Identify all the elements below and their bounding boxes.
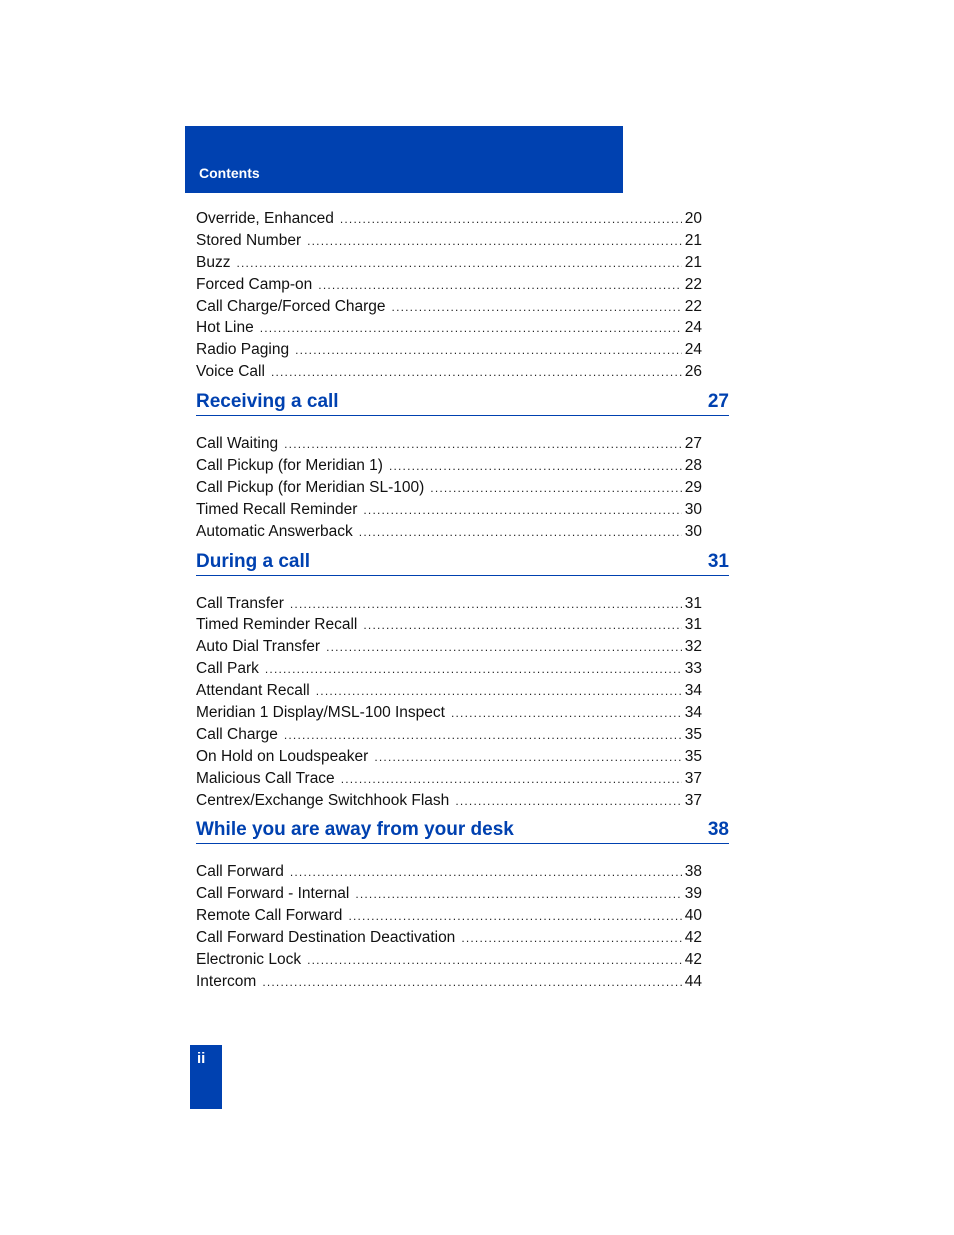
header-bar <box>185 126 623 193</box>
toc-entry-label: Remote Call Forward <box>196 907 343 925</box>
toc-entry-label: Voice Call <box>196 363 265 381</box>
toc-entry-label: Call Park <box>196 660 259 678</box>
dot-leader <box>290 594 682 616</box>
toc-entry[interactable] <box>196 252 702 274</box>
toc-entry[interactable] <box>196 724 702 746</box>
toc-entry[interactable] <box>196 499 702 521</box>
toc-entry-page: 37 <box>684 769 702 787</box>
toc-entry-page: 27 <box>684 435 702 453</box>
dot-leader <box>392 297 682 319</box>
toc-entry-page: 22 <box>684 275 702 293</box>
toc-entry-page: 42 <box>684 929 702 947</box>
toc-entry[interactable] <box>196 317 702 339</box>
toc-entry[interactable] <box>196 927 702 949</box>
section-heading[interactable] <box>196 549 729 576</box>
toc-entry[interactable] <box>196 680 702 702</box>
dot-leader <box>295 340 682 362</box>
dot-leader <box>355 884 681 906</box>
dot-leader <box>316 681 682 703</box>
toc-entry[interactable] <box>196 296 702 318</box>
table-of-contents <box>196 208 729 993</box>
dot-leader <box>262 972 681 994</box>
toc-entry[interactable] <box>196 636 702 658</box>
toc-entry-label: Timed Recall Reminder <box>196 500 358 518</box>
dot-leader <box>265 659 682 681</box>
toc-entry[interactable] <box>196 883 702 905</box>
toc-entry[interactable] <box>196 702 702 724</box>
toc-entry[interactable] <box>196 768 702 790</box>
toc-entry-label: Call Forward - Internal <box>196 885 350 903</box>
dot-leader <box>451 703 682 725</box>
toc-entry-page: 20 <box>684 210 702 227</box>
dot-leader <box>307 950 682 972</box>
toc-entry[interactable] <box>196 339 702 361</box>
toc-entry[interactable] <box>196 614 702 636</box>
toc-entry-page: 35 <box>684 725 702 743</box>
toc-entry-page: 44 <box>684 972 702 990</box>
toc-entry-label: Call Charge/Forced Charge <box>196 297 386 315</box>
dot-leader <box>455 791 681 813</box>
toc-entry-label: Call Pickup (for Meridian 1) <box>196 457 383 475</box>
dot-leader <box>236 253 681 275</box>
toc-entry-label: Malicious Call Trace <box>196 769 335 787</box>
toc-entry-page: 21 <box>684 253 702 271</box>
dot-leader <box>260 318 682 340</box>
toc-entry-label: On Hold on Loudspeaker <box>196 747 369 765</box>
toc-entry[interactable] <box>196 658 702 680</box>
section-page: 27 <box>707 391 729 413</box>
section-title: While you are away from your desk <box>196 819 514 841</box>
toc-entry[interactable] <box>196 433 702 455</box>
toc-entry-page: 31 <box>684 594 702 612</box>
toc-entry[interactable] <box>196 361 702 383</box>
section-title: During a call <box>196 550 311 572</box>
dot-leader <box>284 725 682 747</box>
toc-entry[interactable] <box>196 455 702 477</box>
toc-entry[interactable] <box>196 949 702 971</box>
dot-leader <box>290 862 682 884</box>
toc-entry-page: 33 <box>684 660 702 678</box>
toc-entry-label: Buzz <box>196 253 231 271</box>
dot-leader <box>271 362 682 384</box>
toc-entry-page: 31 <box>684 616 702 634</box>
toc-entry-label: Call Transfer <box>196 594 284 612</box>
toc-entry-page: 34 <box>684 704 702 722</box>
toc-entry[interactable] <box>196 861 702 883</box>
toc-entry-page: 30 <box>684 500 702 518</box>
dot-leader <box>326 637 682 659</box>
toc-entry-page: 32 <box>684 638 702 656</box>
dot-leader <box>389 456 682 478</box>
page-number: ii <box>197 1050 206 1067</box>
section-heading[interactable] <box>196 389 729 416</box>
toc-entry[interactable] <box>196 208 702 230</box>
toc-entry-page: 21 <box>684 231 702 249</box>
toc-entry-label: Timed Reminder Recall <box>196 616 358 634</box>
page-number-tab <box>190 1045 222 1109</box>
toc-entry-label: Forced Camp-on <box>196 275 313 293</box>
section-page: 31 <box>707 550 729 572</box>
toc-entry-page: 28 <box>684 457 702 475</box>
toc-entry-label: Radio Paging <box>196 341 290 359</box>
toc-entry[interactable] <box>196 593 702 615</box>
toc-entry-page: 26 <box>684 363 702 381</box>
toc-entry-page: 24 <box>684 341 702 359</box>
dot-leader <box>374 747 681 769</box>
toc-entry-label: Call Waiting <box>196 435 279 453</box>
toc-entry-page: 34 <box>684 682 702 700</box>
dot-leader <box>340 209 682 231</box>
toc-entry[interactable] <box>196 905 702 927</box>
toc-entry-page: 29 <box>684 478 702 496</box>
toc-entry[interactable] <box>196 746 702 768</box>
toc-entry-label: Call Forward <box>196 863 284 881</box>
toc-entry-page: 30 <box>684 522 702 540</box>
toc-entry-label: Call Pickup (for Meridian SL-100) <box>196 478 425 496</box>
toc-entry-page: 39 <box>684 885 702 903</box>
toc-entry-label: Call Forward Destination Deactivation <box>196 929 456 947</box>
toc-entry-label: Intercom <box>196 972 257 990</box>
section-page: 38 <box>707 819 729 841</box>
dot-leader <box>363 500 681 522</box>
toc-entry-page: 42 <box>684 951 702 969</box>
toc-entry-label: Auto Dial Transfer <box>196 638 321 656</box>
dot-leader <box>307 231 682 253</box>
dot-leader <box>461 928 681 950</box>
dot-leader <box>430 478 681 500</box>
dot-leader <box>359 522 682 544</box>
toc-entry[interactable] <box>196 274 702 296</box>
toc-entry-label: Meridian 1 Display/MSL-100 Inspect <box>196 704 445 722</box>
toc-entry-label: Electronic Lock <box>196 951 302 969</box>
dot-leader <box>348 906 681 928</box>
toc-entry-label: Override, Enhanced <box>196 210 334 227</box>
toc-entry-page: 24 <box>684 319 702 337</box>
toc-entry[interactable] <box>196 971 702 993</box>
dot-leader <box>341 769 682 791</box>
toc-entry-label: Hot Line <box>196 319 254 337</box>
toc-entry-page: 37 <box>684 791 702 809</box>
toc-entry[interactable] <box>196 790 702 812</box>
toc-entry-label: Attendant Recall <box>196 682 310 700</box>
toc-entry-label: Centrex/Exchange Switchhook Flash <box>196 791 450 809</box>
toc-entry-page: 35 <box>684 747 702 765</box>
section-heading[interactable] <box>196 817 729 844</box>
dot-leader <box>318 275 681 297</box>
toc-entry-label: Automatic Answerback <box>196 522 353 540</box>
toc-entry-page: 40 <box>684 907 702 925</box>
header-title: Contents <box>199 165 260 181</box>
toc-entry-page: 38 <box>684 863 702 881</box>
toc-entry-label: Stored Number <box>196 231 302 249</box>
toc-entry[interactable] <box>196 230 702 252</box>
toc-entry[interactable] <box>196 477 702 499</box>
section-title: Receiving a call <box>196 391 339 413</box>
dot-leader <box>363 615 681 637</box>
dot-leader <box>284 434 682 456</box>
toc-entry-label: Call Charge <box>196 725 278 743</box>
toc-entry-page: 22 <box>684 297 702 315</box>
toc-entry[interactable] <box>196 521 702 543</box>
